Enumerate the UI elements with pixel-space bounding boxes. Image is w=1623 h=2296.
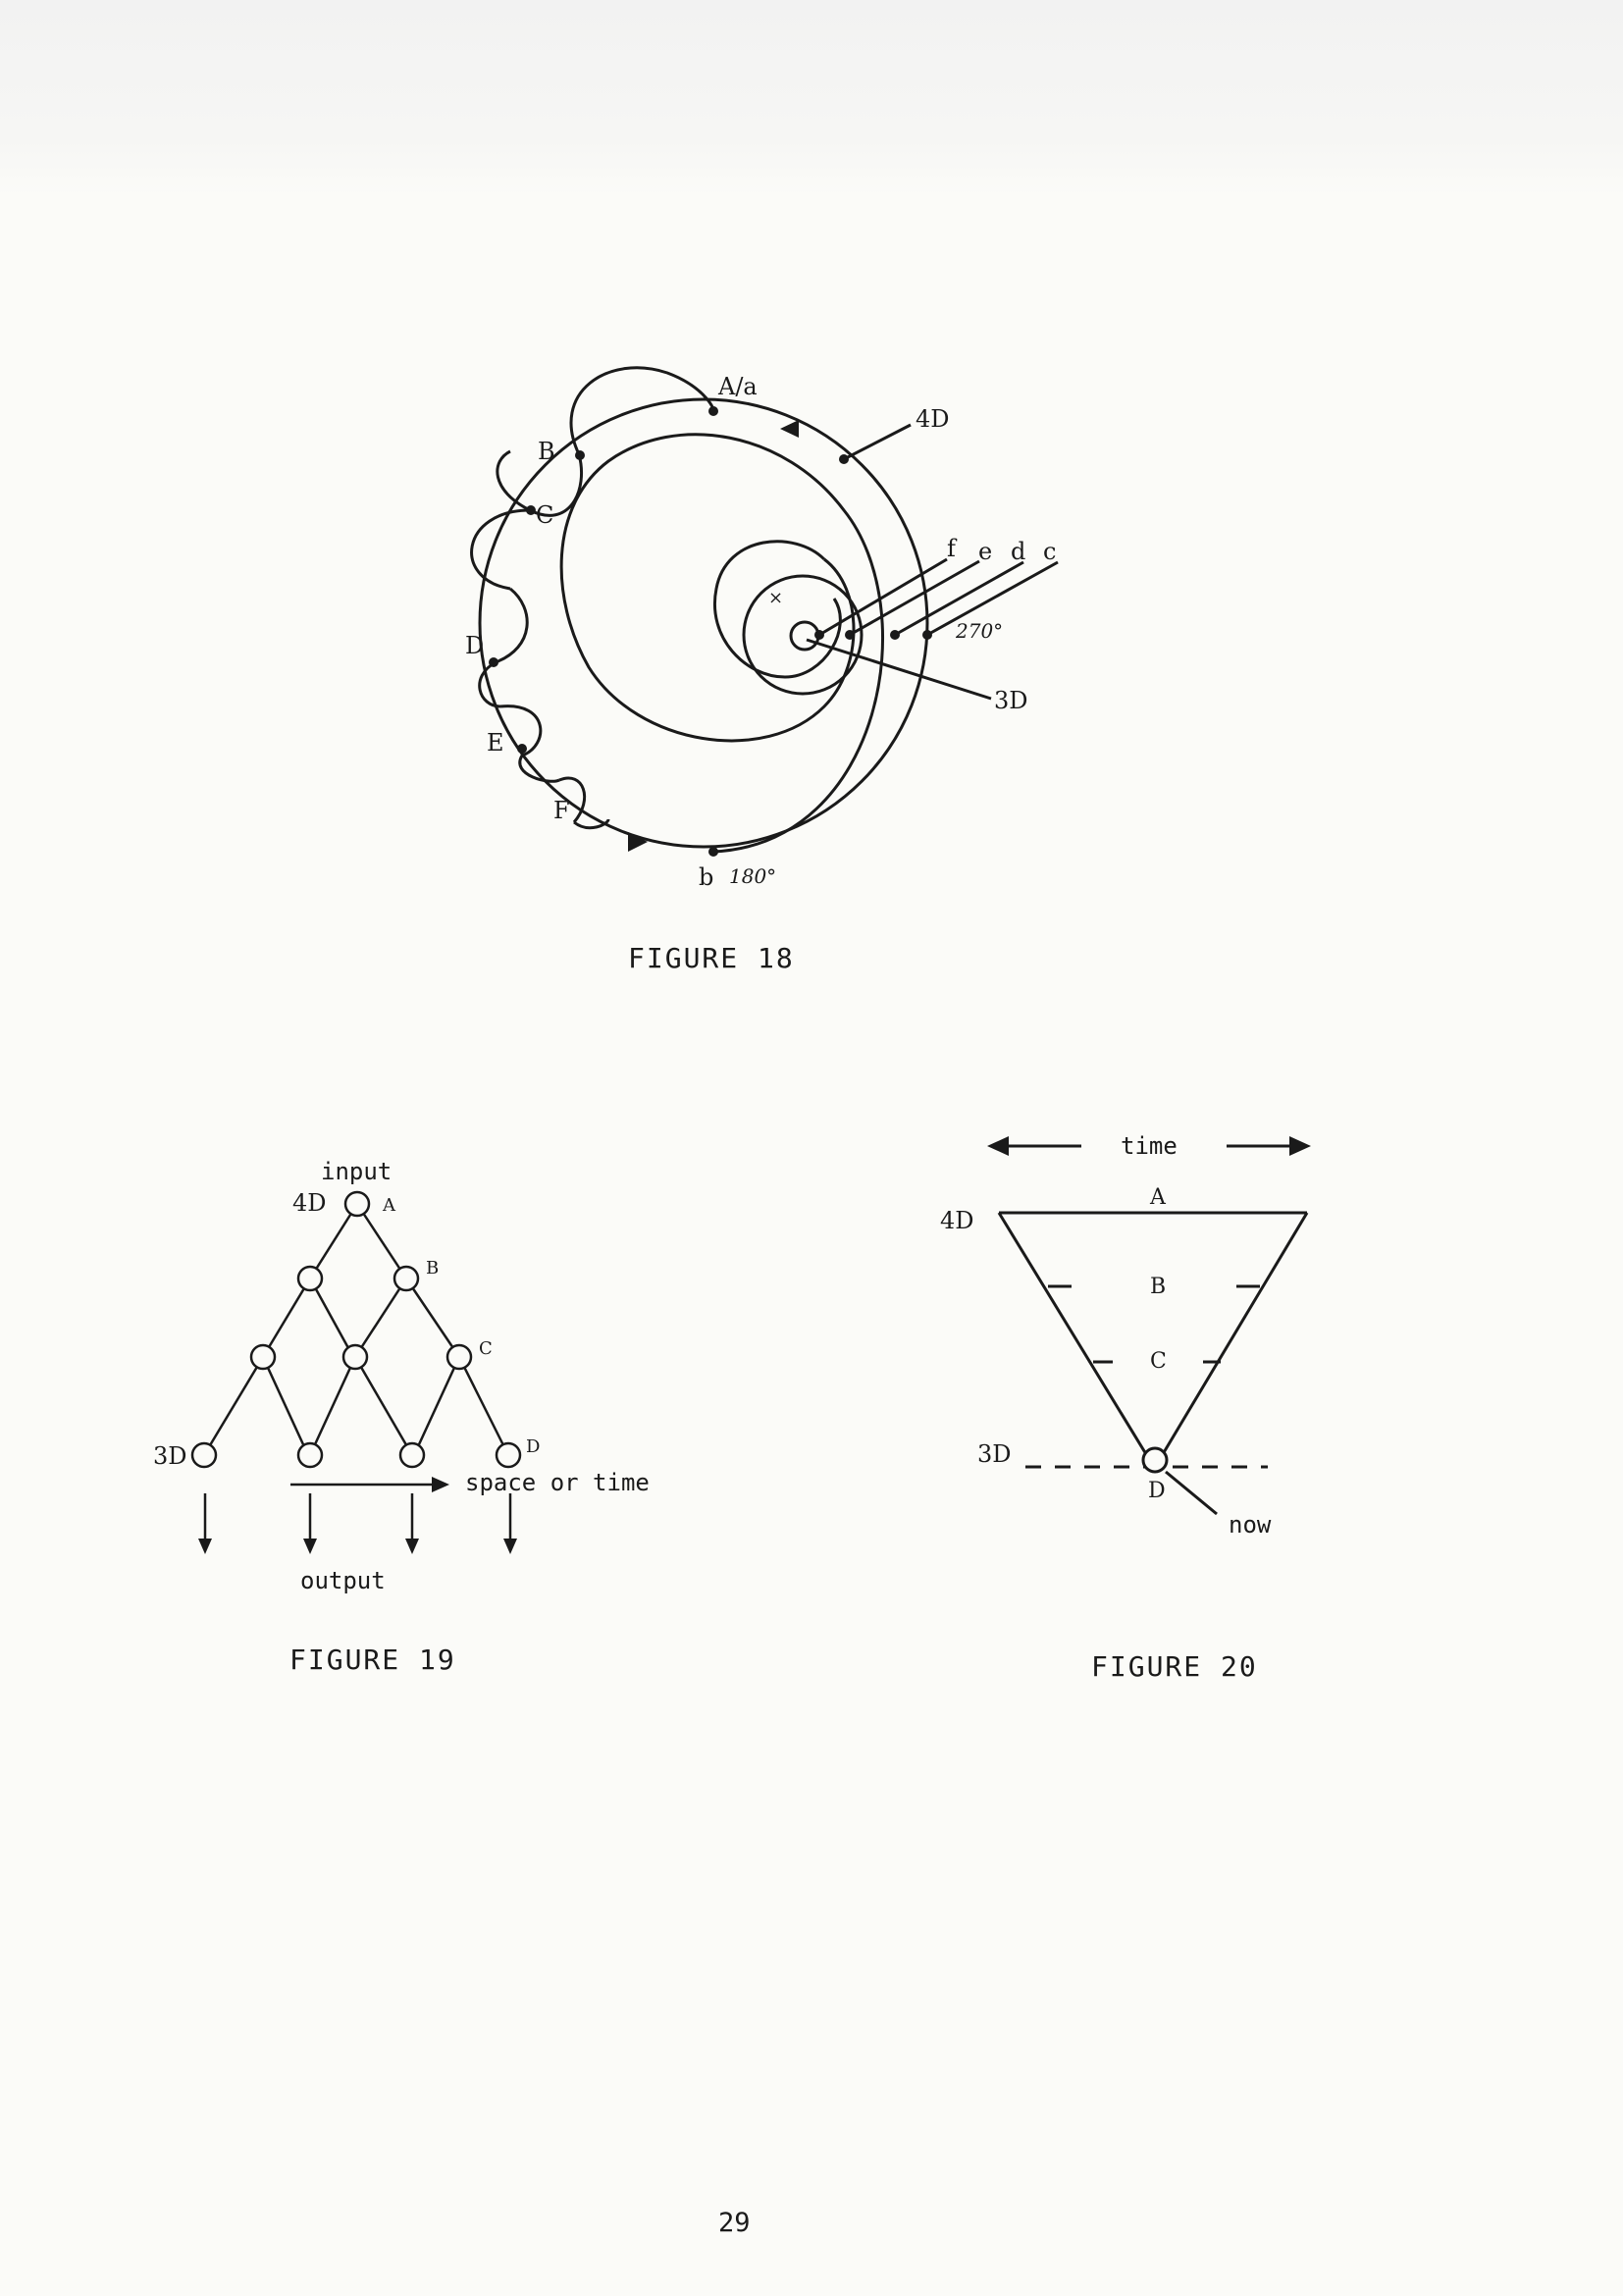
label-4d: 4D [916,405,950,433]
label-b: B [1150,1275,1167,1299]
label-180-deg: 180° [729,864,777,888]
center-x-mark: × [768,588,784,608]
label-output: output [300,1567,386,1594]
label-c-lower: c [1043,538,1057,565]
label-c: C [1150,1349,1167,1374]
label-time: time [1121,1132,1178,1160]
label-270-deg: 270° [956,619,1004,643]
label-3d: 3D [977,1440,1012,1468]
label-input: input [321,1158,393,1185]
label-c: C [479,1338,493,1359]
label-b-lower: b [699,863,714,891]
label-now: now [1229,1511,1272,1539]
label-3d: 3D [994,687,1028,714]
label-d-lower: d [1011,538,1026,565]
label-b-upper: B [538,438,555,465]
now-pointer [1166,1472,1217,1514]
node-now [1143,1448,1167,1472]
label-e-upper: E [487,729,504,757]
label-f-upper: F [553,797,570,824]
label-4d: 4D [292,1189,327,1217]
label-space-or-time: space or time [465,1469,650,1496]
label-e-lower: e [978,538,993,565]
label-c-upper: C [536,501,554,529]
label-d: D [1148,1479,1166,1503]
left-edge [999,1213,1149,1459]
label-d-upper: D [465,632,485,659]
figure-20-caption: FIGURE 20 [1091,1650,1258,1683]
label-3d: 3D [153,1442,187,1470]
label-f-lower: f [947,535,956,562]
page-number: 29 [718,2208,751,2238]
label-b: B [426,1258,440,1278]
label-a-over-a: A/a [718,373,758,400]
figure-18-caption: FIGURE 18 [628,942,795,974]
label-4d: 4D [940,1207,974,1234]
label-d: D [526,1436,541,1457]
label-a: A [383,1195,395,1216]
label-a: A [1150,1185,1166,1210]
figure-19-caption: FIGURE 19 [289,1644,456,1676]
right-edge [1160,1213,1307,1459]
